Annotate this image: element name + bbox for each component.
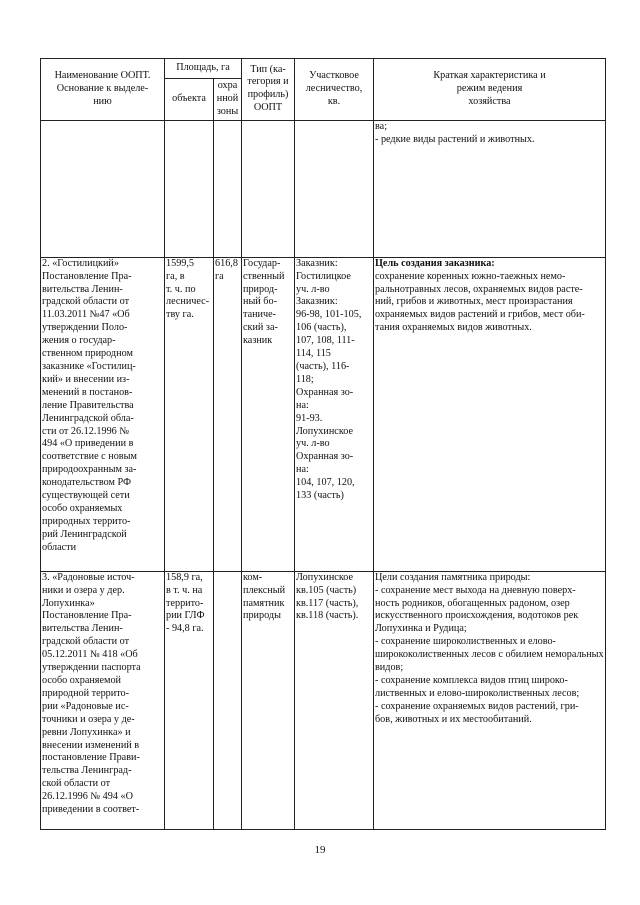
cont-area-object-cell (165, 120, 214, 257)
header-description: Краткая характеристика и режим ведения хозяйства (374, 59, 606, 121)
row2-description-title: Цель создания заказника: (375, 257, 495, 269)
row3-area-object-cell: 158,9 га, в т. ч. на террито- рии ГЛФ - 94,8 га. (165, 571, 214, 829)
row3-type-cell: ком- плексный памятник природы (242, 571, 295, 829)
header-name: Наименование ООПТ. Основание к выделе- нию (41, 59, 165, 121)
cont-area-zone-cell (214, 120, 242, 257)
header-forestry: Участковое лесничество, кв. (295, 59, 374, 121)
row2-description-cell (374, 257, 606, 571)
cont-forestry-cell (295, 120, 374, 257)
header-area-object: объекта (165, 79, 214, 121)
row2-description-text: сохранение коренных южно-таежных немо- ральнотравных лесов, охраняемых видов расте- ний, грибов и животных, мест произрастания охраняемых видов растений и грибов, мест оби- тания охраняемых видов животных. (375, 270, 585, 334)
cont-name-cell (41, 120, 165, 257)
page-number: 19 (314, 844, 326, 856)
row2-area-zone-cell: 616,8 га (214, 257, 242, 571)
row2-forestry-cell: Заказник: Гостилицкое уч. л-во Заказник: 96-98, 101-105, 106 (часть), 107, 108, 111- 114, 115 (часть), 116- 118; Охранная зо- на: 91-93. Лопухинское уч. л-во Охранная зо- на: 104, 107, 120, 133 (часть) (295, 257, 374, 571)
cont-description-cell: ва; - редкие виды растений и животных. (374, 120, 606, 257)
table-row-continuation (41, 120, 606, 257)
cont-type-cell (242, 120, 295, 257)
row2-name-cell: 2. «Гостилицкий» Постановление Пра- вительства Ленин- градской области от 11.03.2011 №47 «Об утверждении Поло- жения о государ- ственном природном заказнике «Гостилиц- кий» и внесении из- менений в постанов- ление Правительства Ленинградской обла- сти от 26.12.1996 № 494 «О приведении в соответствие с новым природоохранным за- конодательством РФ существующей сети особо охраняемых природных террито- рий Ленинградской области (41, 257, 165, 571)
row2-area-object-cell: 1599,5 га, в т. ч. по лесничес- тву га. (165, 257, 214, 571)
row3-area-zone-cell (214, 571, 242, 829)
row3-name-cell: 3. «Радоновые источ- ники и озера у дер. Лопухинка» Постановление Пра- вительства Ленин- градской области от 05.12.2011 № 418 «Об утверждении паспорта особо охраняемой природной террито- рии «Радоновые ис- точники и озера у де- ревни Лопухинка» и внесении изменений в постановление Прави- тельства Ленинград- ской области от 26.12.1996 № 494 «О приведении в соответ- (41, 571, 165, 829)
header-row-1 (41, 59, 606, 79)
header-type: Тип (ка- тегория и профиль) ООПТ (242, 59, 295, 121)
table-row-gostilitsky (41, 257, 606, 571)
protected-areas-table (40, 58, 606, 830)
row3-forestry-cell: Лопухинское кв.105 (часть) кв.117 (часть), кв.118 (часть). (295, 571, 374, 829)
header-area-zone: охра нной зоны (214, 79, 242, 121)
row3-description-cell: Цели создания памятника природы: - сохранение мест выхода на дневную поверх- ность родников, обогащенных радоном, озер искусственного происхождения, водотоков рек Лопухинка и Рудица; - сохранение широколиственных и елово- ширококолиственных лесов с обилием неморальных видов; - сохранение комплекса видов птиц широко- лиственных и елово-широколиственных лесов; - сохранение охраняемых видов растений, гри- бов, животных и их местообитаний. (374, 571, 606, 829)
row2-type-cell: Государ- ственный природ- ный бо- таниче- ский за- казник (242, 257, 295, 571)
header-area: Площадь, га (165, 59, 242, 79)
table-row-radon-springs (41, 571, 606, 829)
